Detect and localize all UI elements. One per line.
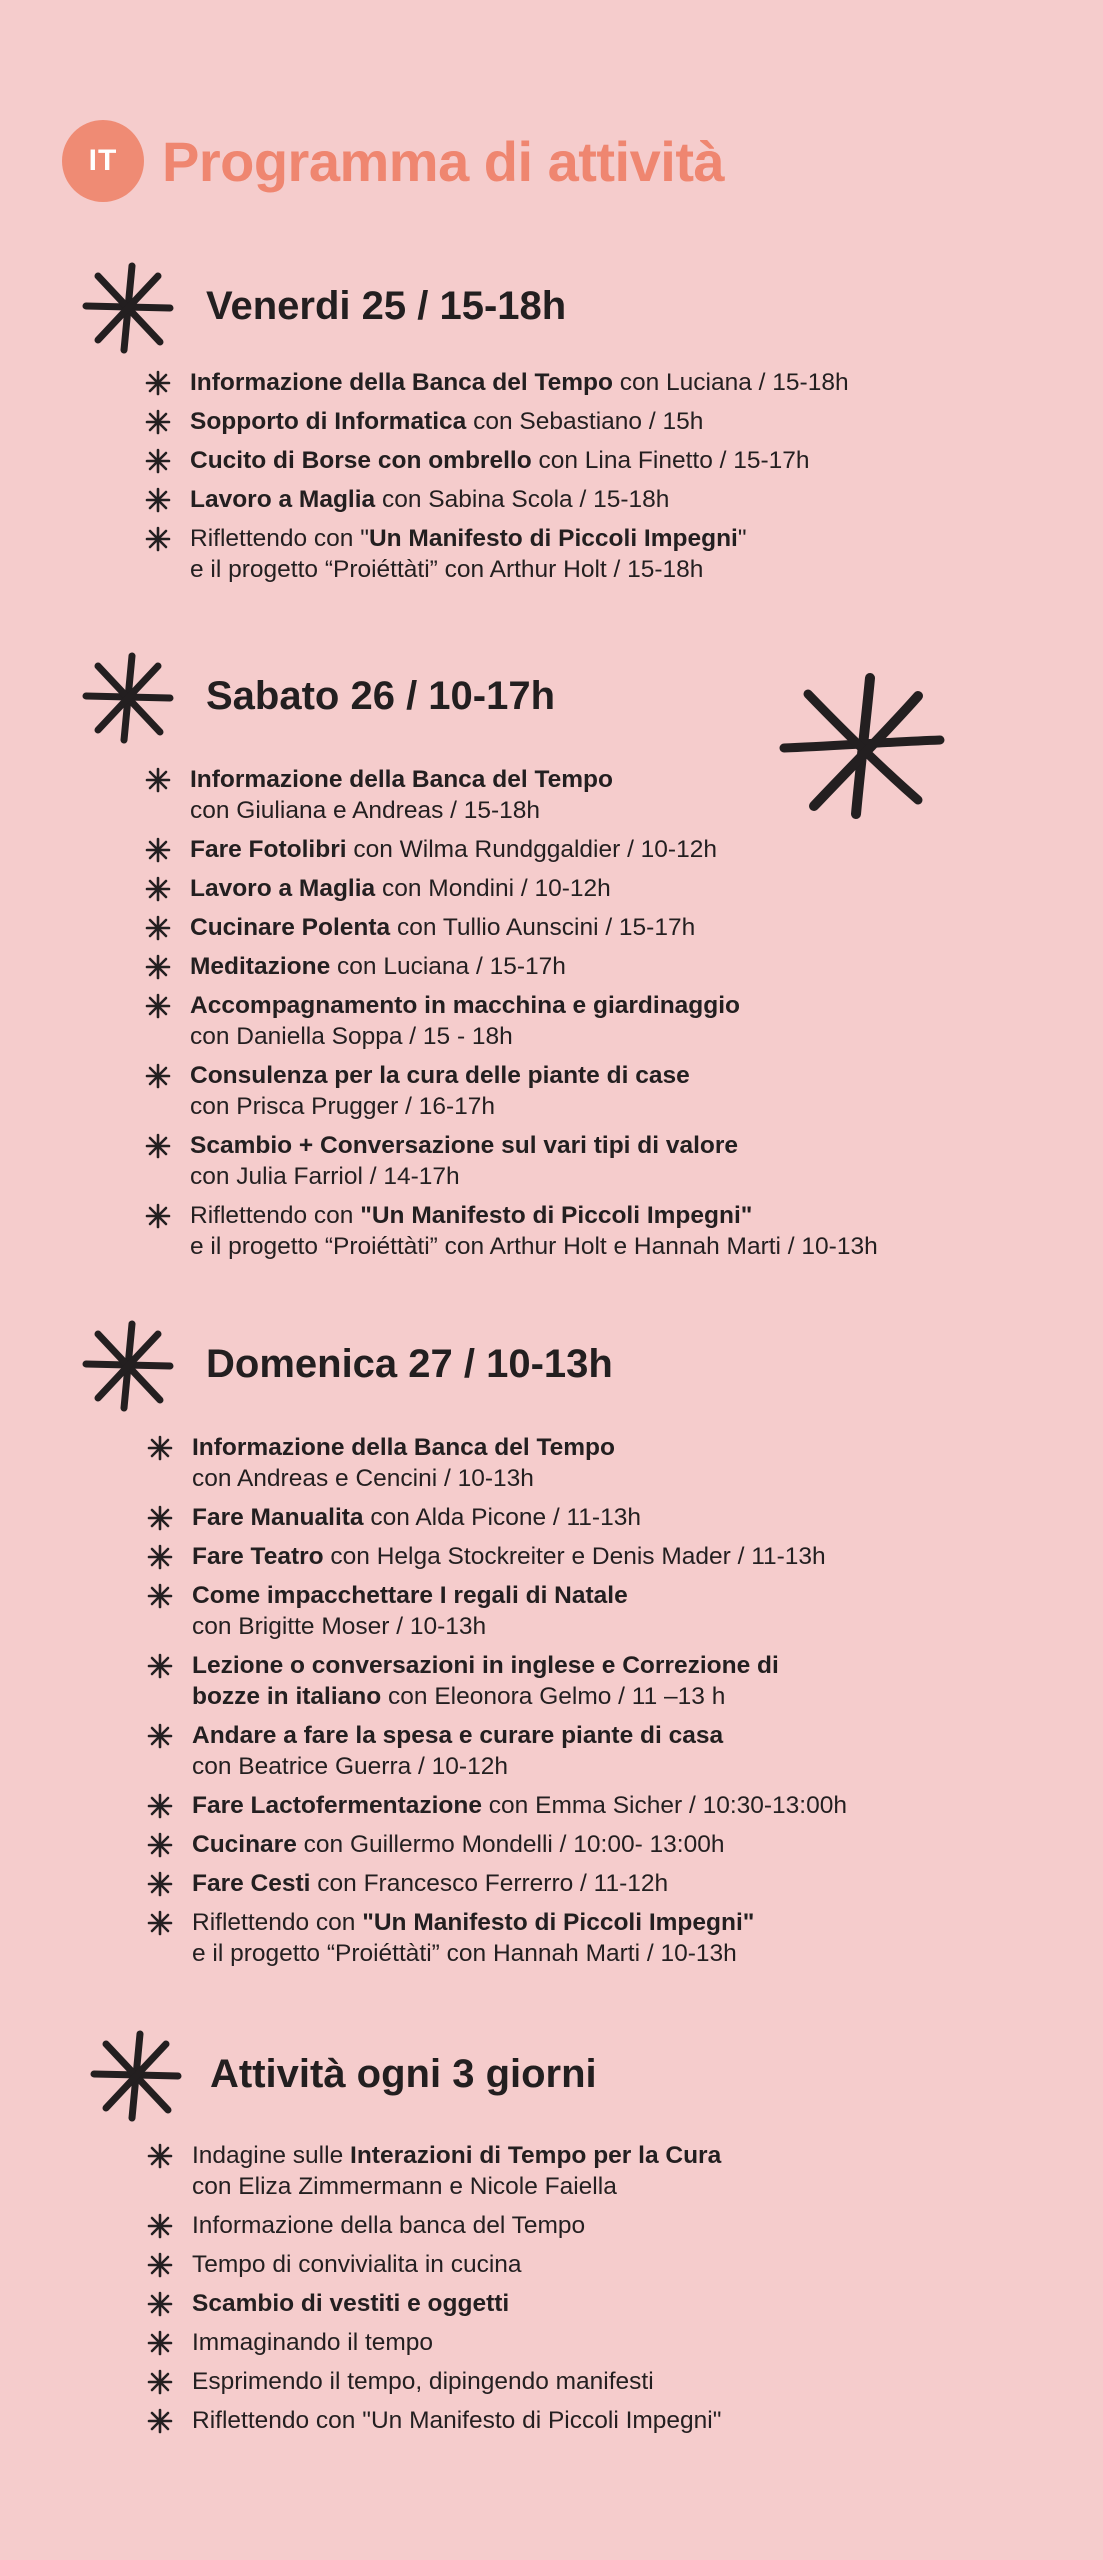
activity-text: Informazione della banca del Tempo: [192, 2212, 586, 2239]
activity-detail: ": [737, 525, 747, 552]
activity-detail: con Luciana / 15-17h: [330, 953, 566, 980]
activity-detail: con Tullio Aunscini / 15-17h: [390, 914, 696, 941]
activity-prefix: Riflettendo con ": [190, 525, 369, 552]
list-item: [147, 2288, 721, 2319]
list-item: [147, 1432, 847, 1494]
activity-detail: con Mondini / 10-12h: [375, 875, 611, 902]
section-title: Sabato 26 / 10-17h: [206, 674, 556, 718]
asterisk-bullet-icon: [145, 837, 171, 863]
asterisk-star-icon: [82, 262, 174, 354]
activity-name: Informazione della Banca del Tempo: [190, 766, 613, 793]
activity-name: Lavoro a Maglia: [190, 486, 376, 513]
activity-name: Scambio di vestiti e oggetti: [192, 2290, 510, 2317]
activity-text: Tempo di convivialita in cucina: [192, 2251, 522, 2278]
activity-prefix: Riflettendo con: [190, 1202, 361, 1229]
activity-name: Consulenza per la cura delle piante di case: [190, 1062, 690, 1089]
list-item: [145, 445, 849, 476]
asterisk-bullet-icon: [147, 1653, 173, 1679]
list-item: [145, 523, 849, 585]
activity-name: Fare Cesti: [192, 1870, 311, 1897]
activity-name-cont: bozze in italiano: [192, 1683, 382, 1710]
activity-detail: con Helga Stockreiter e Denis Mader / 11-13h: [323, 1543, 826, 1570]
activity-name: Fare Lactofermentazione: [192, 1792, 482, 1819]
activity-detail: con Sebastiano / 15h: [466, 408, 704, 435]
list-item: [147, 2405, 721, 2436]
activity-name: "Un Manifesto di Piccoli Impegni": [360, 1202, 753, 1229]
activity-name: Cucinare: [192, 1831, 297, 1858]
activity-detail-line: e il progetto “Proiéttàti” con Arthur Holt / 15-18h: [190, 556, 704, 583]
activity-name: Accompagnamento in macchina e giardinaggio: [190, 992, 740, 1019]
activity-name: Andare a fare la spesa e curare piante di casa: [192, 1722, 724, 1749]
list-item: [145, 406, 849, 437]
asterisk-bullet-icon: [145, 1133, 171, 1159]
language-badge: IT: [62, 120, 144, 202]
asterisk-bullet-icon: [147, 2213, 173, 2239]
asterisk-bullet-icon: [147, 1544, 173, 1570]
section-title: Domenica 27 / 10-13h: [206, 1342, 613, 1386]
list-item: [147, 1541, 847, 1572]
activity-detail: con Wilma Rundggaldier / 10-12h: [346, 836, 717, 863]
activity-name: Sopporto di Informatica: [190, 408, 467, 435]
activity-detail-line: con Daniella Soppa / 15 - 18h: [190, 1023, 513, 1050]
asterisk-bullet-icon: [147, 1583, 173, 1609]
activity-name: Fare Fotolibri: [190, 836, 347, 863]
activity-prefix: Indagine sulle: [192, 2142, 351, 2169]
activity-list: [147, 1432, 847, 1977]
list-item: [145, 951, 878, 982]
list-item: [145, 1130, 878, 1192]
activity-name: Un Manifesto di Piccoli Impegni: [368, 525, 738, 552]
asterisk-star-icon: [90, 2030, 182, 2122]
section-title: Attività ogni 3 giorni: [210, 2052, 597, 2096]
asterisk-star-icon: [82, 1320, 174, 1412]
activity-detail-line: con Eliza Zimmermann e Nicole Faiella: [192, 2173, 617, 2200]
activity-detail-line: con Giuliana e Andreas / 15-18h: [190, 797, 541, 824]
activity-name: Informazione della Banca del Tempo: [192, 1434, 615, 1461]
asterisk-bullet-icon: [147, 1435, 173, 1461]
list-item: [147, 1650, 847, 1712]
activity-detail: con Lina Finetto / 15-17h: [531, 447, 810, 474]
activity-detail: con Emma Sicher / 10:30-13:00h: [482, 1792, 847, 1819]
asterisk-bullet-icon: [147, 2330, 173, 2356]
list-item: [145, 484, 849, 515]
list-item: [147, 1868, 847, 1899]
activity-detail-line: con Andreas e Cencini / 10-13h: [192, 1465, 534, 1492]
activity-text: Riflettendo con "Un Manifesto di Piccoli Impegni": [192, 2407, 722, 2434]
section-title: Venerdi 25 / 15-18h: [206, 284, 567, 328]
asterisk-bullet-icon: [145, 370, 171, 396]
asterisk-bullet-icon: [147, 1910, 173, 1936]
page-header: [62, 120, 724, 202]
activity-detail-line: e il progetto “Proiéttàti” con Arthur Holt e Hannah Marti / 10-13h: [190, 1233, 878, 1260]
activity-detail: con Sabina Scola / 15-18h: [375, 486, 670, 513]
list-item: [147, 2210, 721, 2241]
list-item: [145, 912, 878, 943]
asterisk-bullet-icon: [147, 1723, 173, 1749]
activity-detail: con Francesco Ferrerro / 11-12h: [310, 1870, 669, 1897]
list-item: [147, 1502, 847, 1533]
activity-name: Informazione della Banca del Tempo: [190, 369, 613, 396]
list-item: [145, 873, 878, 904]
list-item: [145, 367, 849, 398]
activity-list: [145, 367, 849, 593]
asterisk-bullet-icon: [145, 487, 171, 513]
list-item: [147, 1790, 847, 1821]
list-item: [147, 2140, 721, 2202]
activity-detail-line: con Prisca Prugger / 16-17h: [190, 1093, 496, 1120]
asterisk-bullet-icon: [145, 526, 171, 552]
asterisk-star-icon: [82, 652, 174, 744]
asterisk-bullet-icon: [145, 409, 171, 435]
activity-name: "Un Manifesto di Piccoli Impegni": [362, 1909, 755, 1936]
activity-text: Immaginando il tempo: [192, 2329, 434, 2356]
activity-detail: con Eleonora Gelmo / 11 –13 h: [381, 1683, 726, 1710]
list-item: [147, 2327, 721, 2358]
activity-detail-line: con Julia Farriol / 14-17h: [190, 1163, 460, 1190]
activity-prefix: Riflettendo con: [192, 1909, 363, 1936]
asterisk-bullet-icon: [147, 2291, 173, 2317]
list-item: [145, 990, 878, 1052]
activity-detail-line: e il progetto “Proiéttàti” con Hannah Marti / 10-13h: [192, 1940, 737, 1967]
activity-detail: con Alda Picone / 11-13h: [363, 1504, 641, 1531]
asterisk-bullet-icon: [147, 2143, 173, 2169]
list-item: [147, 1720, 847, 1782]
asterisk-bullet-icon: [147, 1505, 173, 1531]
asterisk-bullet-icon: [147, 1871, 173, 1897]
asterisk-bullet-icon: [145, 1203, 171, 1229]
asterisk-bullet-icon: [147, 1832, 173, 1858]
activity-detail: con Guillermo Mondelli / 10:00- 13:00h: [296, 1831, 725, 1858]
activity-list: [145, 764, 878, 1270]
list-item: [147, 2249, 721, 2280]
activity-name: Lezione o conversazioni in inglese e Correzione di: [192, 1652, 779, 1679]
list-item: [147, 1829, 847, 1860]
list-item: [147, 2366, 721, 2397]
asterisk-bullet-icon: [147, 1793, 173, 1819]
asterisk-bullet-icon: [147, 2369, 173, 2395]
list-item: [147, 1907, 847, 1969]
activity-list: [147, 2140, 721, 2444]
asterisk-bullet-icon: [145, 767, 171, 793]
activity-name: Scambio + Conversazione sul vari tipi di valore: [190, 1132, 739, 1159]
list-item: [145, 834, 878, 865]
activity-detail-line: con Beatrice Guerra / 10-12h: [192, 1753, 508, 1780]
list-item: [145, 1060, 878, 1122]
asterisk-bullet-icon: [145, 1063, 171, 1089]
asterisk-bullet-icon: [145, 876, 171, 902]
list-item: [145, 1200, 878, 1262]
activity-name: Fare Teatro: [192, 1543, 324, 1570]
activity-name: Cucito di Borse con ombrello: [190, 447, 532, 474]
asterisk-bullet-icon: [147, 2252, 173, 2278]
page-title: Programma di attività: [162, 129, 725, 193]
activity-name: Cucinare Polenta: [190, 914, 391, 941]
activity-text: Esprimendo il tempo, dipingendo manifesti: [192, 2368, 654, 2395]
activity-name: Lavoro a Maglia: [190, 875, 376, 902]
activity-name: Meditazione: [190, 953, 331, 980]
list-item: [147, 1580, 847, 1642]
list-item: [145, 764, 878, 826]
asterisk-bullet-icon: [145, 915, 171, 941]
activity-detail: con Luciana / 15-18h: [612, 369, 849, 396]
asterisk-bullet-icon: [145, 448, 171, 474]
activity-name: Come impacchettare I regali di Natale: [192, 1582, 628, 1609]
activity-detail-line: con Brigitte Moser / 10-13h: [192, 1613, 487, 1640]
asterisk-bullet-icon: [145, 954, 171, 980]
activity-name: Interazioni di Tempo per la Cura: [350, 2142, 722, 2169]
activity-name: Fare Manualita: [192, 1504, 364, 1531]
asterisk-bullet-icon: [147, 2408, 173, 2434]
asterisk-bullet-icon: [145, 993, 171, 1019]
